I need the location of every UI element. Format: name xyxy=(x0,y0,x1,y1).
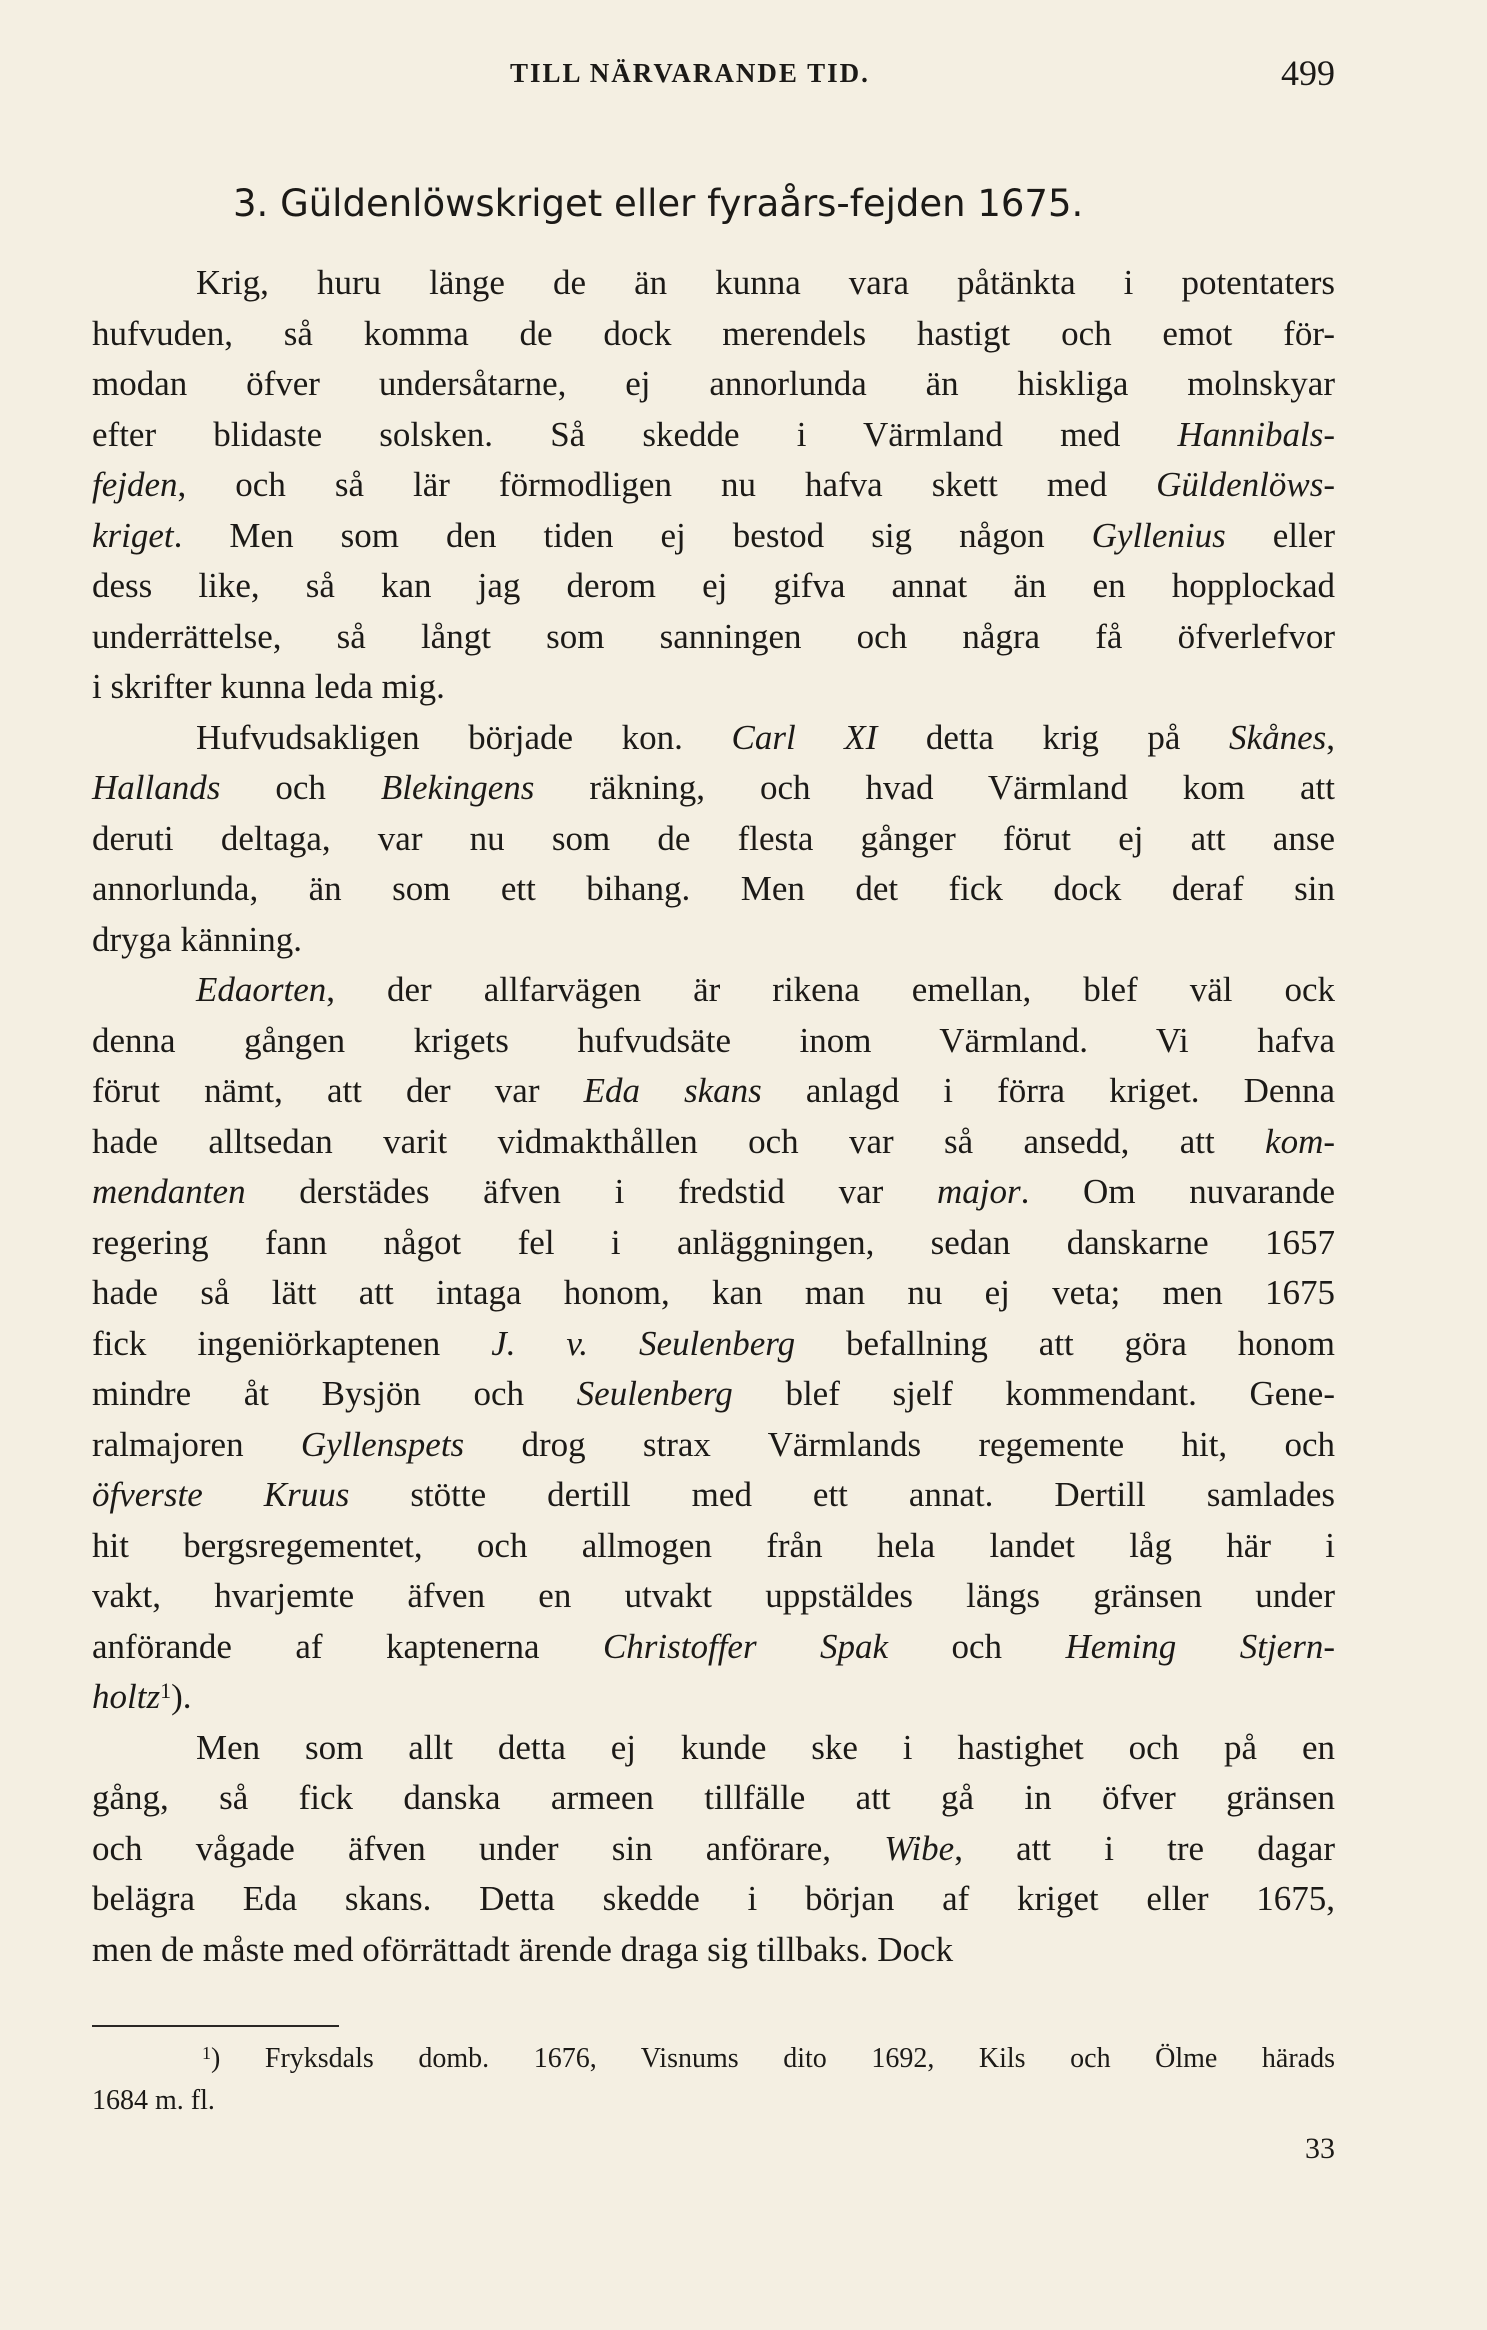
text-segment: förut nämt, att der var xyxy=(92,1071,584,1110)
text-segment: fick ingeniörkaptenen xyxy=(92,1323,492,1363)
text-segment: ). xyxy=(171,1677,192,1716)
text-segment: hufvuden, så komma de dock merendels hastigt och emot för- xyxy=(92,313,1335,353)
text-segment: Edaorten xyxy=(196,970,327,1009)
running-head xyxy=(92,52,1335,96)
text-segment: Men som allt detta ej kunde ske i hastighet och på en xyxy=(196,1727,1335,1767)
text-segment: Skånes xyxy=(1229,717,1327,757)
text-line xyxy=(92,1016,1335,1067)
text-line xyxy=(92,561,1335,612)
text-segment: underrättelse, så långt som sanningen och några få öfverlefvor xyxy=(92,616,1335,656)
footnote-marker: 1 xyxy=(202,2043,211,2063)
text-segment: hade så lätt att intaga honom, kan man nu ej veta; men 1675 xyxy=(92,1273,1335,1312)
text-segment: Christoffer Spak xyxy=(602,1626,889,1666)
text-line xyxy=(92,1319,1335,1370)
text-segment: drog strax Värmlands regemente hit, och xyxy=(464,1424,1335,1464)
text-segment: major xyxy=(936,1172,1021,1211)
text-segment: Hannibals- xyxy=(1177,414,1335,454)
text-segment: fejden xyxy=(92,465,178,504)
text-segment: gång, så fick danska armeen tillfälle att gå in öfver gränsen xyxy=(92,1778,1335,1817)
text-segment: dryga känning. xyxy=(92,919,302,959)
text-line xyxy=(92,763,1335,814)
text-line xyxy=(92,460,1335,511)
text-line xyxy=(92,1571,1335,1622)
text-segment: Gyllenius xyxy=(1091,515,1226,555)
text-segment: Eda skans xyxy=(583,1071,762,1110)
text-segment: modan öfver undersåtarne, ej annorlunda än hiskliga molnskyar xyxy=(92,364,1335,403)
text-line xyxy=(92,1117,1335,1168)
text-segment: Krig, huru länge de än kunna vara påtänkta i potentaters xyxy=(196,263,1335,302)
text-segment: Seulenberg xyxy=(576,1374,733,1413)
body-text xyxy=(92,258,1335,1975)
text-segment: efter blidaste solsken. Så skedde i Värmland med xyxy=(92,414,1178,454)
text-segment: anlagd i förra kriget. Denna xyxy=(761,1071,1335,1110)
footnote-line-1 xyxy=(92,2038,1335,2080)
footnote-line-2: 1684 m. fl. xyxy=(92,2085,215,2116)
text-segment: men de måste med oförrättadt ärende draga sig tillbaks. Dock xyxy=(92,1929,954,1969)
text-segment: hit bergsregementet, och allmogen från hela landet låg här i xyxy=(92,1525,1335,1565)
text-line xyxy=(92,1420,1335,1471)
text-segment: anförande af kaptenerna xyxy=(92,1626,603,1666)
text-line xyxy=(92,1369,1335,1420)
text-segment: , och så lär förmodligen nu hafva skett med xyxy=(177,465,1157,504)
text-segment: Gyllenspets xyxy=(300,1424,465,1464)
text-line xyxy=(92,1268,1335,1319)
text-segment: Blekingens xyxy=(380,768,535,807)
footnote-rule xyxy=(92,2025,339,2027)
text-segment: kriget xyxy=(92,515,174,555)
text-line xyxy=(92,309,1335,360)
text-line xyxy=(92,814,1335,865)
text-segment: öfverste Kruus xyxy=(92,1475,350,1514)
text-line xyxy=(92,713,1335,764)
text-line xyxy=(92,1470,1335,1521)
text-segment: stötte dertill med ett annat. Dertill samlades xyxy=(349,1475,1335,1514)
text-segment: , xyxy=(1326,717,1335,757)
text-segment: hade alltsedan varit vidmakthållen och var så ansedd, att xyxy=(92,1121,1266,1161)
footnote-text: ) Fryksdals domb. 1676, Visnums dito 1692, Kils och Ölme härads xyxy=(211,2043,1335,2074)
text-segment: mendanten xyxy=(92,1172,246,1211)
text-line xyxy=(92,612,1335,663)
footnote xyxy=(92,2038,1335,2122)
footnote-reference: 1 xyxy=(160,1678,172,1703)
text-segment: vakt, hvarjemte äfven en utvakt uppstäldes längs gränsen under xyxy=(92,1576,1335,1615)
text-segment: och xyxy=(220,768,381,807)
text-segment: Carl XI xyxy=(731,717,878,757)
text-line xyxy=(92,1925,1335,1976)
text-segment: ralmajoren xyxy=(92,1424,301,1464)
text-segment: annorlunda, än som ett bihang. Men det fick dock deraf sin xyxy=(92,869,1335,908)
text-segment: . Men som den tiden ej bestod sig någon xyxy=(173,515,1092,555)
text-line xyxy=(92,511,1335,562)
text-line xyxy=(92,1874,1335,1925)
text-line xyxy=(92,1218,1335,1269)
text-line xyxy=(92,1723,1335,1774)
text-segment: eller xyxy=(1225,515,1335,555)
text-segment: blef sjelf kommendant. Gene- xyxy=(732,1374,1336,1413)
text-segment: J. v. Seulenberg xyxy=(491,1323,796,1363)
text-segment: Heming Stjern- xyxy=(1065,1626,1335,1666)
text-line xyxy=(92,258,1335,309)
text-line xyxy=(92,359,1335,410)
text-segment: och xyxy=(888,1626,1066,1666)
text-line xyxy=(92,1773,1335,1824)
text-segment: Wibe xyxy=(884,1828,955,1868)
text-line xyxy=(92,410,1335,461)
text-segment: holtz xyxy=(92,1677,161,1716)
text-segment: , att i tre dagar xyxy=(954,1828,1335,1868)
text-line xyxy=(92,1167,1335,1218)
text-segment: Hallands xyxy=(92,768,221,807)
text-line xyxy=(92,1521,1335,1572)
text-line xyxy=(92,1066,1335,1117)
text-segment: , der allfarvägen är rikena emellan, blef väl ock xyxy=(326,970,1335,1009)
text-segment: Hufvudsakligen började kon. xyxy=(196,717,732,757)
text-segment: i skrifter kunna leda mig. xyxy=(92,667,445,706)
text-line xyxy=(92,662,1335,713)
text-segment: mindre åt Bysjön och xyxy=(92,1374,577,1413)
text-line xyxy=(92,1622,1335,1673)
section-heading: 3. Güldenlöwskriget eller fyraårs-fejden 1675. xyxy=(233,182,1084,225)
text-line xyxy=(92,864,1335,915)
text-segment: regering fann något fel i anläggningen, sedan danskarne 1657 xyxy=(92,1222,1335,1262)
text-line xyxy=(92,1672,1335,1723)
text-segment: befallning att göra honom xyxy=(795,1323,1335,1363)
text-segment: Güldenlöws- xyxy=(1156,465,1335,504)
text-segment: och vågade äfven under sin anförare, xyxy=(92,1828,885,1868)
text-segment: . Om nuvarande xyxy=(1020,1172,1335,1211)
text-line xyxy=(92,965,1335,1016)
text-segment: belägra Eda skans. Detta skedde i början af kriget eller 1675, xyxy=(92,1879,1335,1918)
running-title: TILL NÄRVARANDE TID. xyxy=(510,58,870,88)
text-segment: räkning, och hvad Värmland kom att xyxy=(534,768,1335,807)
text-line xyxy=(92,915,1335,966)
text-segment: dess like, så kan jag derom ej gifva annat än en hopplockad xyxy=(92,566,1335,605)
text-segment: kom- xyxy=(1265,1121,1335,1161)
text-segment: derstädes äfven i fredstid var xyxy=(245,1172,937,1211)
text-segment: detta krig på xyxy=(877,717,1230,757)
text-line xyxy=(92,1824,1335,1875)
text-segment: deruti deltaga, var nu som de flesta gånger förut ej att anse xyxy=(92,818,1335,858)
text-segment: denna gången krigets hufvudsäte inom Värmland. Vi hafva xyxy=(92,1020,1335,1060)
signature-mark: 33 xyxy=(1305,2132,1335,2165)
page-number: 499 xyxy=(1281,53,1335,93)
